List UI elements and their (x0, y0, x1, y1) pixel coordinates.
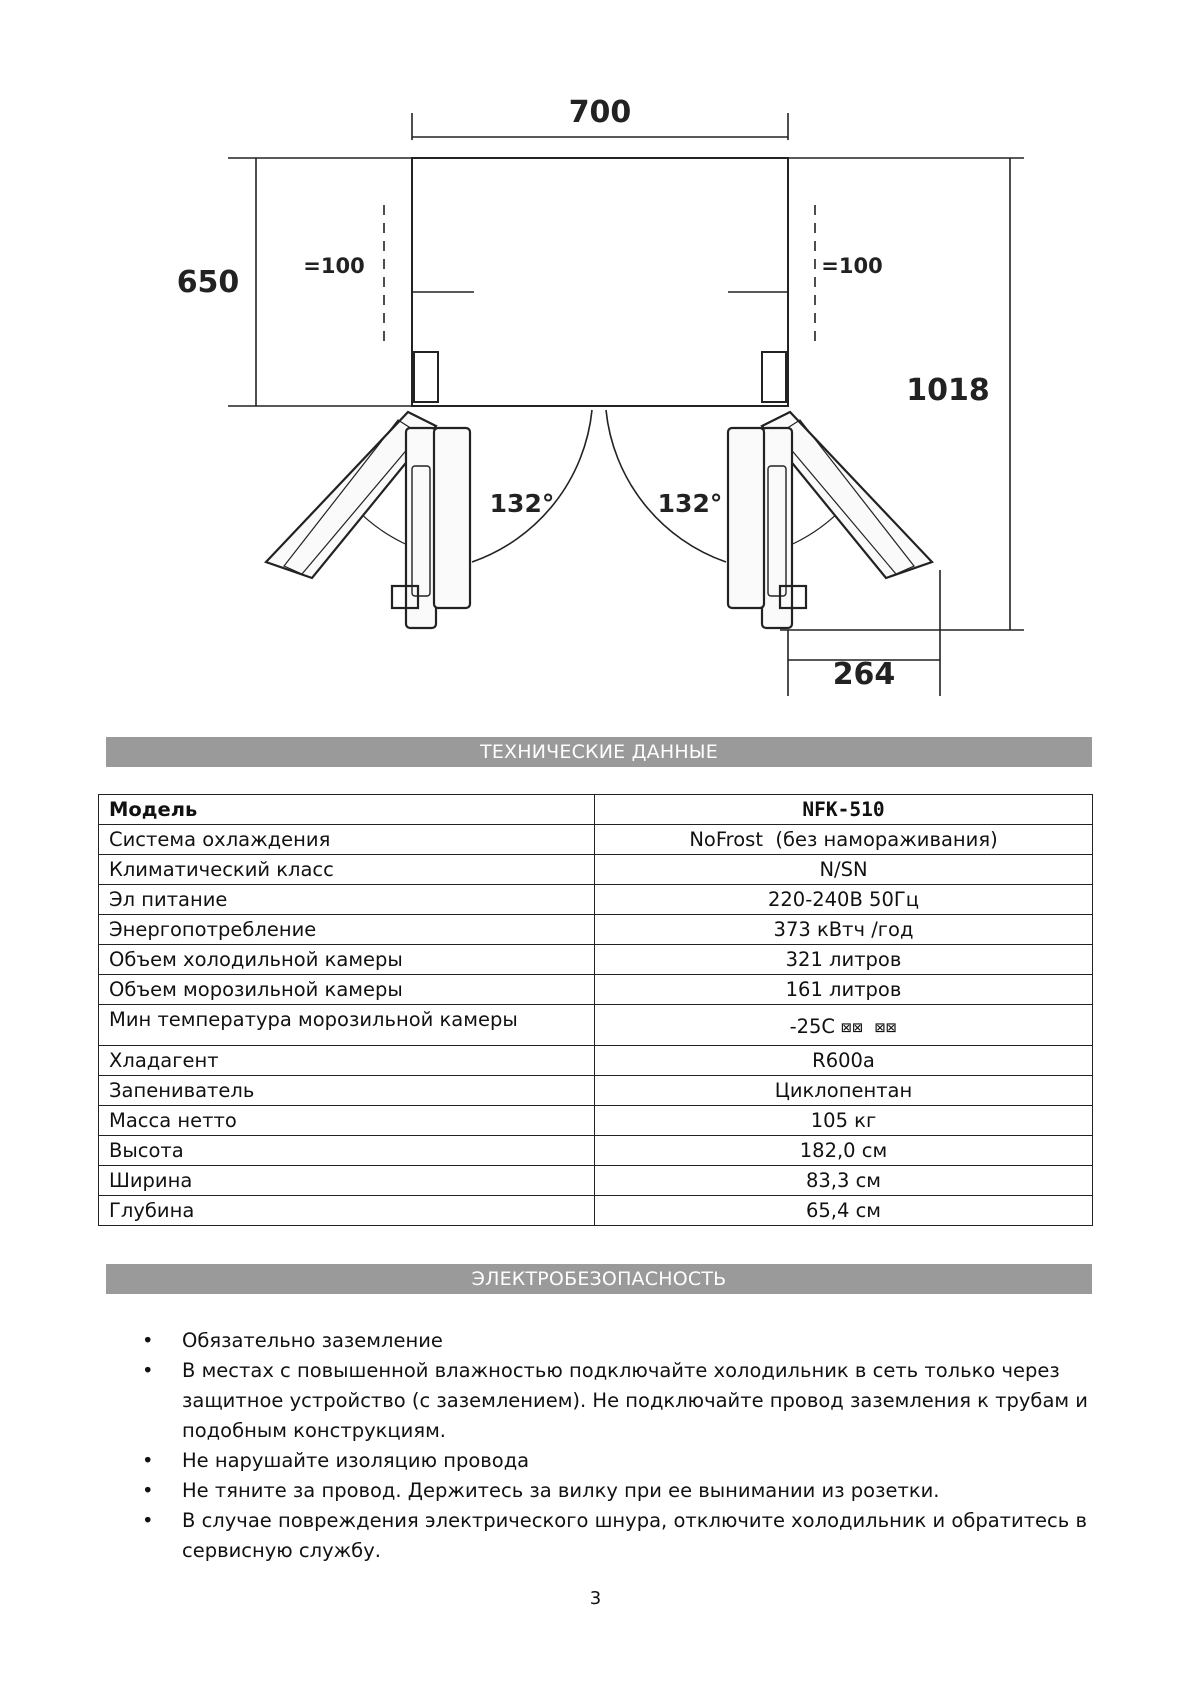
spec-label: Система охлаждения (99, 825, 595, 855)
spec-value: 182,0 см (595, 1136, 1093, 1166)
list-item-text: Не нарушайте изоляцию провода (182, 1449, 530, 1472)
door-swing-arc-right (606, 410, 726, 562)
label-clearance-left: =100 (303, 254, 365, 278)
label-width: 700 (568, 95, 632, 130)
spec-value: -25С (789, 1015, 836, 1038)
hinge-right (762, 352, 786, 402)
label-angle-left: 132° (489, 489, 555, 518)
bullet: • (142, 1329, 154, 1352)
spec-value-cell (595, 1005, 1093, 1046)
door-swing-arc-left (472, 410, 592, 562)
spec-label: Мин температура морозильной камеры (99, 1005, 595, 1046)
table-row (99, 825, 1093, 855)
table-row (99, 1196, 1093, 1226)
list-item-text: Не тяните за провод. Держитесь за вилку при ее вынимании из розетки. (182, 1479, 940, 1502)
spec-value: N/SN (595, 855, 1093, 885)
bullet: • (142, 1479, 154, 1502)
list-item (140, 1326, 1090, 1356)
table-row (99, 1166, 1093, 1196)
table-row (99, 1046, 1093, 1076)
spec-value: R600a (595, 1046, 1093, 1076)
spec-label: Объем холодильной камеры (99, 945, 595, 975)
spec-value: NFK-510 (595, 795, 1093, 825)
spec-label: Запениватель (99, 1076, 595, 1106)
spec-value: 161 литров (595, 975, 1093, 1005)
spec-label: Высота (99, 1136, 595, 1166)
tech-data-header: ТЕХНИЧЕСКИЕ ДАННЫЕ (106, 737, 1092, 767)
label-clearance-right: =100 (821, 254, 883, 278)
spec-label: Климатический класс (99, 855, 595, 885)
list-item (140, 1446, 1090, 1476)
spec-value: 83,3 см (595, 1166, 1093, 1196)
bullet: • (142, 1449, 154, 1472)
label-door-offset: 264 (832, 657, 896, 692)
spec-value: 105 кг (595, 1106, 1093, 1136)
fridge-body-outline (412, 158, 788, 406)
spec-label: Модель (99, 795, 595, 825)
list-item (140, 1356, 1090, 1446)
spec-label: Ширина (99, 1166, 595, 1196)
list-item-text: В местах с повышенной влажностью подключайте холодильник в сеть только через защитное устройство (с заземлением). Не подключайте провод заземления к трубам и подобным конструкциям. (182, 1359, 1088, 1442)
spec-label: Хладагент (99, 1046, 595, 1076)
table-row (99, 1076, 1093, 1106)
table-row (99, 855, 1093, 885)
list-item (140, 1506, 1090, 1566)
table-row (99, 795, 1093, 825)
spec-value: 373 кВтч /год (595, 915, 1093, 945)
bullet: • (142, 1359, 154, 1382)
spec-value: Циклопентан (595, 1076, 1093, 1106)
safety-header: ЭЛЕКТРОБЕЗОПАСНОСТЬ (106, 1264, 1092, 1294)
spec-value: 65,4 см (595, 1196, 1093, 1226)
list-item-text: В случае повреждения электрического шнура, отключите холодильник и обратитесь в сервисную службу. (182, 1509, 1087, 1562)
spec-value: 321 литров (595, 945, 1093, 975)
spec-label: Глубина (99, 1196, 595, 1226)
refrigerator-dimensions-diagram (0, 0, 1191, 720)
table-row (99, 1106, 1093, 1136)
table-row (99, 885, 1093, 915)
spec-label: Масса нетто (99, 1106, 595, 1136)
label-total-depth: 1018 (906, 373, 990, 408)
bullet: • (142, 1509, 154, 1532)
spec-value: 220-240В 50Гц (595, 885, 1093, 915)
spec-value: NoFrost (без намораживания) (595, 825, 1093, 855)
table-row (99, 975, 1093, 1005)
specs-table (98, 794, 1093, 1226)
spec-label: Эл питание (99, 885, 595, 915)
spec-label: Энергопотребление (99, 915, 595, 945)
spec-value-symbols: ⊠⊠ ⊠⊠ (841, 1018, 898, 1038)
list-item (140, 1476, 1090, 1506)
label-angle-right: 132° (657, 489, 723, 518)
table-row (99, 1005, 1093, 1046)
label-depth: 650 (176, 265, 240, 300)
table-row (99, 915, 1093, 945)
safety-list (140, 1326, 1090, 1566)
list-item-text: Обязательно заземление (182, 1329, 443, 1352)
table-row (99, 945, 1093, 975)
spec-label: Объем морозильной камеры (99, 975, 595, 1005)
page-number: 3 (589, 1588, 602, 1609)
table-row (99, 1136, 1093, 1166)
hinge-left (414, 352, 438, 402)
